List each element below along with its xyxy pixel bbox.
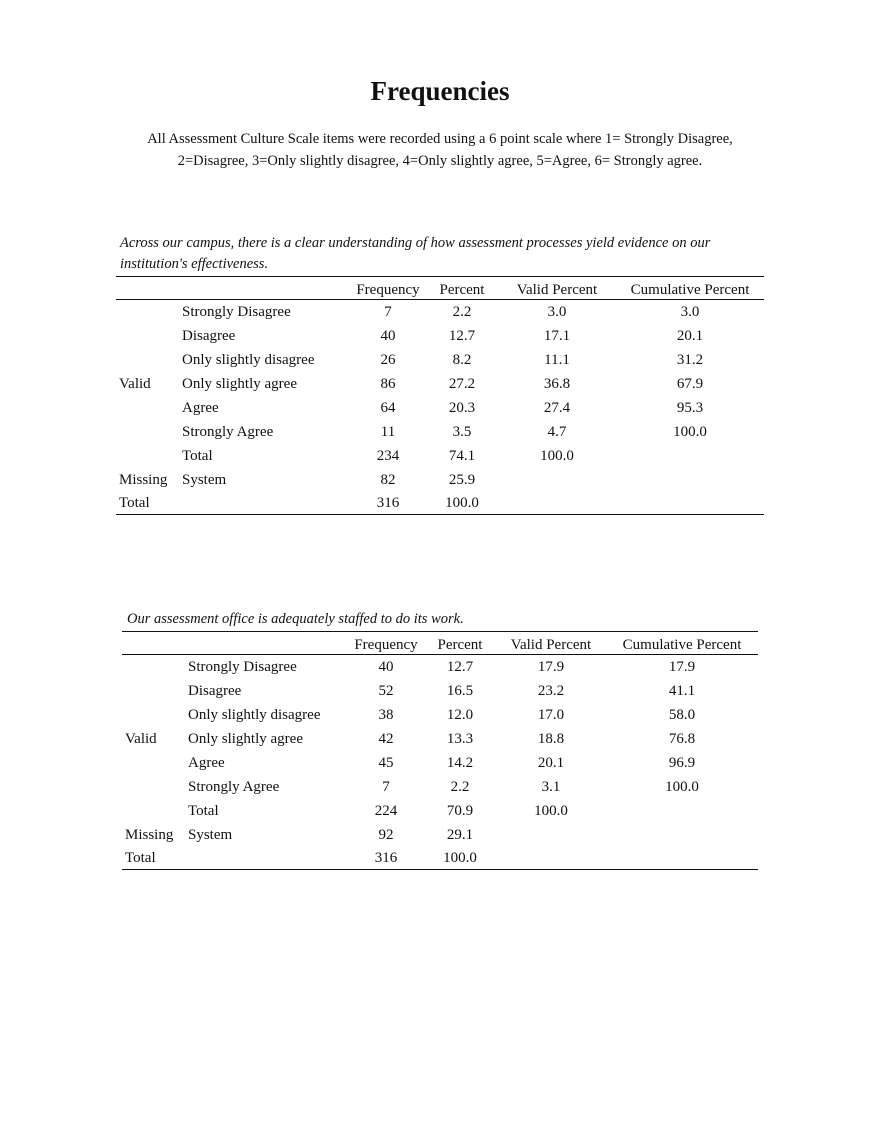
cumulative-percent-cell [606,823,758,847]
frequency-cell: 40 [378,658,394,675]
frequency-table [122,632,758,870]
table-row-total [122,847,758,870]
table-row [116,444,764,468]
table-header-row [116,277,764,300]
frequency-cell: 82 [380,471,396,488]
table-row [122,823,758,847]
category-cell: Only slightly disagree [188,706,321,723]
percent-cell: 14.2 [446,754,474,771]
percent-cell: 12.7 [448,327,476,344]
valid-percent-cell: 3.0 [547,303,567,320]
category-cell: Agree [188,754,225,771]
frequency-cell: 64 [380,399,396,416]
valid-percent-cell: 3.1 [541,778,561,795]
category-cell: System [188,826,233,843]
column-header-percent: Percent [439,282,485,298]
column-header-cumulative-percent: Cumulative Percent [622,637,742,653]
frequency-cell: 316 [374,849,398,866]
cumulative-percent-cell: 96.9 [668,754,696,771]
valid-percent-cell: 20.1 [537,754,565,771]
category-cell: Strongly Agree [182,423,274,440]
percent-cell: 27.2 [448,375,476,392]
cumulative-percent-cell [616,492,764,515]
table-row [116,300,764,325]
scale-description [110,128,770,172]
table-row [122,727,758,751]
cumulative-percent-cell: 100.0 [665,778,699,795]
valid-percent-cell: 23.2 [537,682,565,699]
valid-percent-cell: 11.1 [544,351,570,368]
percent-cell: 13.3 [446,730,474,747]
valid-percent-cell: 17.0 [537,706,565,723]
table-row [122,655,758,680]
category-cell: Only slightly agree [188,730,303,747]
valid-percent-cell: 17.9 [537,658,565,675]
frequency-cell: 40 [380,327,396,344]
category-cell: Disagree [188,682,242,699]
frequency-cell: 42 [378,730,394,747]
table-row [116,372,764,396]
category-cell: Total [182,447,213,464]
cumulative-percent-cell: 17.9 [668,658,696,675]
percent-cell: 3.5 [452,423,472,440]
group-label-valid: Valid [125,730,157,747]
frequency-cell: 7 [384,303,392,320]
category-cell: System [182,471,227,488]
scale-description-line-2: 2=Disagree, 3=Only slightly disagree, 4=Only slightly agree, 5=Agree, 6= Strongly agree. [177,153,703,169]
frequency-cell: 26 [380,351,396,368]
cumulative-percent-cell: 95.3 [676,399,704,416]
valid-percent-cell [498,492,616,515]
frequency-table-office-staffing [122,609,758,870]
frequency-cell: 224 [374,802,398,819]
table-row [116,324,764,348]
cumulative-percent-cell: 41.1 [668,682,696,699]
percent-cell: 70.9 [446,802,474,819]
cumulative-percent-cell: 58.0 [668,706,696,723]
valid-percent-cell: 100.0 [534,802,568,819]
table-row [116,396,764,420]
percent-cell: 8.2 [452,351,472,368]
valid-percent-cell: 36.8 [543,375,571,392]
valid-percent-cell: 4.7 [547,423,567,440]
valid-percent-cell [496,823,606,847]
table-row [122,751,758,775]
percent-cell: 29.1 [446,826,474,843]
frequency-cell: 38 [378,706,394,723]
header-blank [122,632,188,655]
frequency-cell: 316 [376,494,400,511]
table-caption: Across our campus, there is a clear understanding of how assessment processes yield evidence on our institution's effectiveness. [116,233,764,277]
cumulative-percent-cell: 76.8 [668,730,696,747]
table-row [116,468,764,492]
percent-cell: 74.1 [448,447,476,464]
cumulative-percent-cell: 3.0 [680,303,700,320]
frequency-cell: 11 [380,423,396,440]
header-blank [188,632,348,655]
table-row [116,348,764,372]
table-row-total [116,492,764,515]
category-cell: Disagree [182,327,236,344]
column-header-valid-percent: Valid Percent [510,637,592,653]
column-header-frequency: Frequency [356,282,420,298]
category-cell: Strongly Disagree [188,658,297,675]
cumulative-percent-cell: 67.9 [676,375,704,392]
category-cell: Strongly Agree [188,778,280,795]
column-header-frequency: Frequency [354,637,418,653]
table-row [122,679,758,703]
table-row [122,799,758,823]
category-cell: Strongly Disagree [182,303,291,320]
group-label-missing: Missing [119,471,168,488]
column-header-percent: Percent [437,637,483,653]
percent-cell: 100.0 [443,849,477,866]
table-row [122,703,758,727]
table-caption: Our assessment office is adequately staffed to do its work. [122,609,758,632]
frequency-table [116,277,764,515]
frequency-cell: 234 [376,447,400,464]
valid-percent-cell [498,468,616,492]
cumulative-percent-cell [616,468,764,492]
percent-cell: 2.2 [450,778,470,795]
cumulative-percent-cell: 20.1 [676,327,704,344]
percent-cell: 20.3 [448,399,476,416]
column-header-valid-percent: Valid Percent [516,282,598,298]
percent-cell: 12.7 [446,658,474,675]
valid-percent-cell: 100.0 [540,447,574,464]
table-row [122,775,758,799]
cumulative-percent-cell [606,799,758,823]
cumulative-percent-cell [606,847,758,870]
valid-percent-cell: 17.1 [543,327,571,344]
group-label-valid: Valid [119,375,151,392]
valid-percent-cell: 27.4 [543,399,571,416]
percent-cell: 16.5 [446,682,474,699]
frequency-table-campus-understanding [116,233,764,515]
frequency-cell: 7 [382,778,390,795]
cumulative-percent-cell: 100.0 [673,423,707,440]
header-blank [182,277,350,300]
cumulative-percent-cell [616,444,764,468]
category-cell: Agree [182,399,219,416]
category-cell: Only slightly agree [182,375,297,392]
category-cell [182,492,350,515]
group-label-missing: Missing [125,826,174,843]
category-cell: Only slightly disagree [182,351,315,368]
column-header-cumulative-percent: Cumulative Percent [630,282,750,298]
cumulative-percent-cell: 31.2 [676,351,704,368]
page-title: Frequencies [370,76,510,106]
percent-cell: 25.9 [448,471,476,488]
frequency-cell: 52 [378,682,394,699]
percent-cell: 100.0 [445,494,479,511]
group-label-total: Total [119,494,150,511]
category-cell: Total [188,802,219,819]
scale-description-line-1: All Assessment Culture Scale items were recorded using a 6 point scale where 1= Strongly Disagree, [147,131,733,147]
valid-percent-cell: 18.8 [537,730,565,747]
frequency-cell: 45 [378,754,394,771]
header-blank [116,277,182,300]
table-header-row [122,632,758,655]
percent-cell: 12.0 [446,706,474,723]
category-cell [188,847,348,870]
table-row [116,420,764,444]
frequency-cell: 92 [378,826,394,843]
frequency-cell: 86 [380,375,396,392]
valid-percent-cell [496,847,606,870]
percent-cell: 2.2 [452,303,472,320]
group-label-total: Total [125,849,156,866]
